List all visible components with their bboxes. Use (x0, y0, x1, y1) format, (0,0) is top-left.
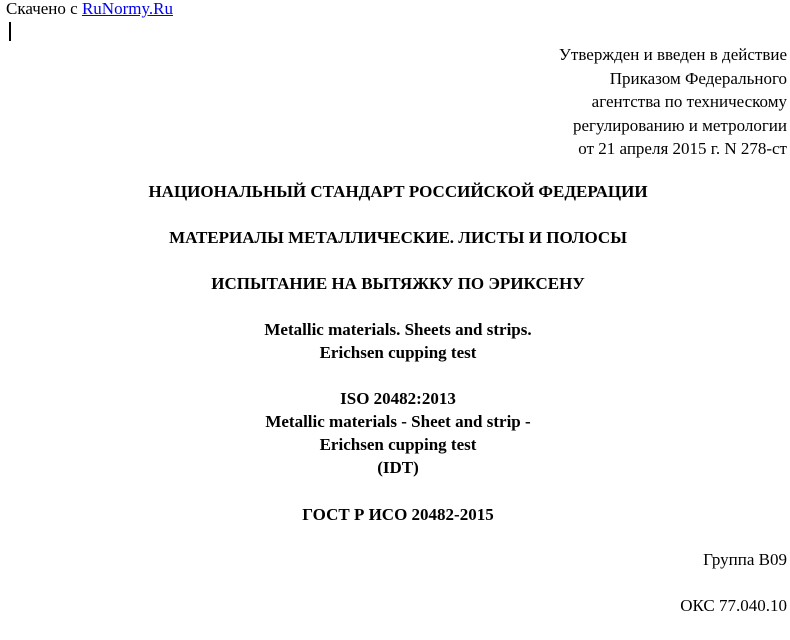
english-title-line: Erichsen cupping test (319, 343, 477, 362)
materials-title: МАТЕРИАЛЫ МЕТАЛЛИЧЕСКИЕ. ЛИСТЫ И ПОЛОСЫ (169, 228, 627, 247)
approval-line: Утвержден и введен в действие (558, 45, 787, 64)
text-cursor (9, 22, 11, 41)
approval-block (559, 43, 787, 161)
iso-title-line: Metallic materials - Sheet and strip - (265, 412, 531, 431)
download-source-prefix: Скачено с (6, 0, 82, 18)
english-title-line: Metallic materials. Sheets and strips. (264, 320, 532, 339)
approval-line: Приказом Федерального (609, 68, 787, 88)
oks-code: ОКС 77.040.10 (680, 596, 787, 615)
standard-title: НАЦИОНАЛЬНЫЙ СТАНДАРТ РОССИЙСКОЙ ФЕДЕРАЦИИ (148, 182, 648, 201)
iso-title-line: Erichsen cupping test (319, 435, 477, 454)
download-source-line (6, 0, 173, 19)
iso-equivalence: (IDT) (377, 458, 419, 477)
approval-line: от 21 апреля 2015 г. N 278-ст (578, 139, 787, 158)
group-code: Группа В09 (703, 550, 787, 569)
test-title: ИСПЫТАНИЕ НА ВЫТЯЖКУ ПО ЭРИКСЕНУ (211, 274, 585, 293)
approval-line: регулированию и метрологии (572, 115, 787, 135)
approval-line: агентства по техническому (591, 92, 787, 111)
iso-code: ISO 20482:2013 (340, 389, 456, 408)
gost-code: ГОСТ Р ИСО 20482-2015 (302, 505, 494, 524)
source-link[interactable]: RuNormy.Ru (81, 0, 173, 18)
